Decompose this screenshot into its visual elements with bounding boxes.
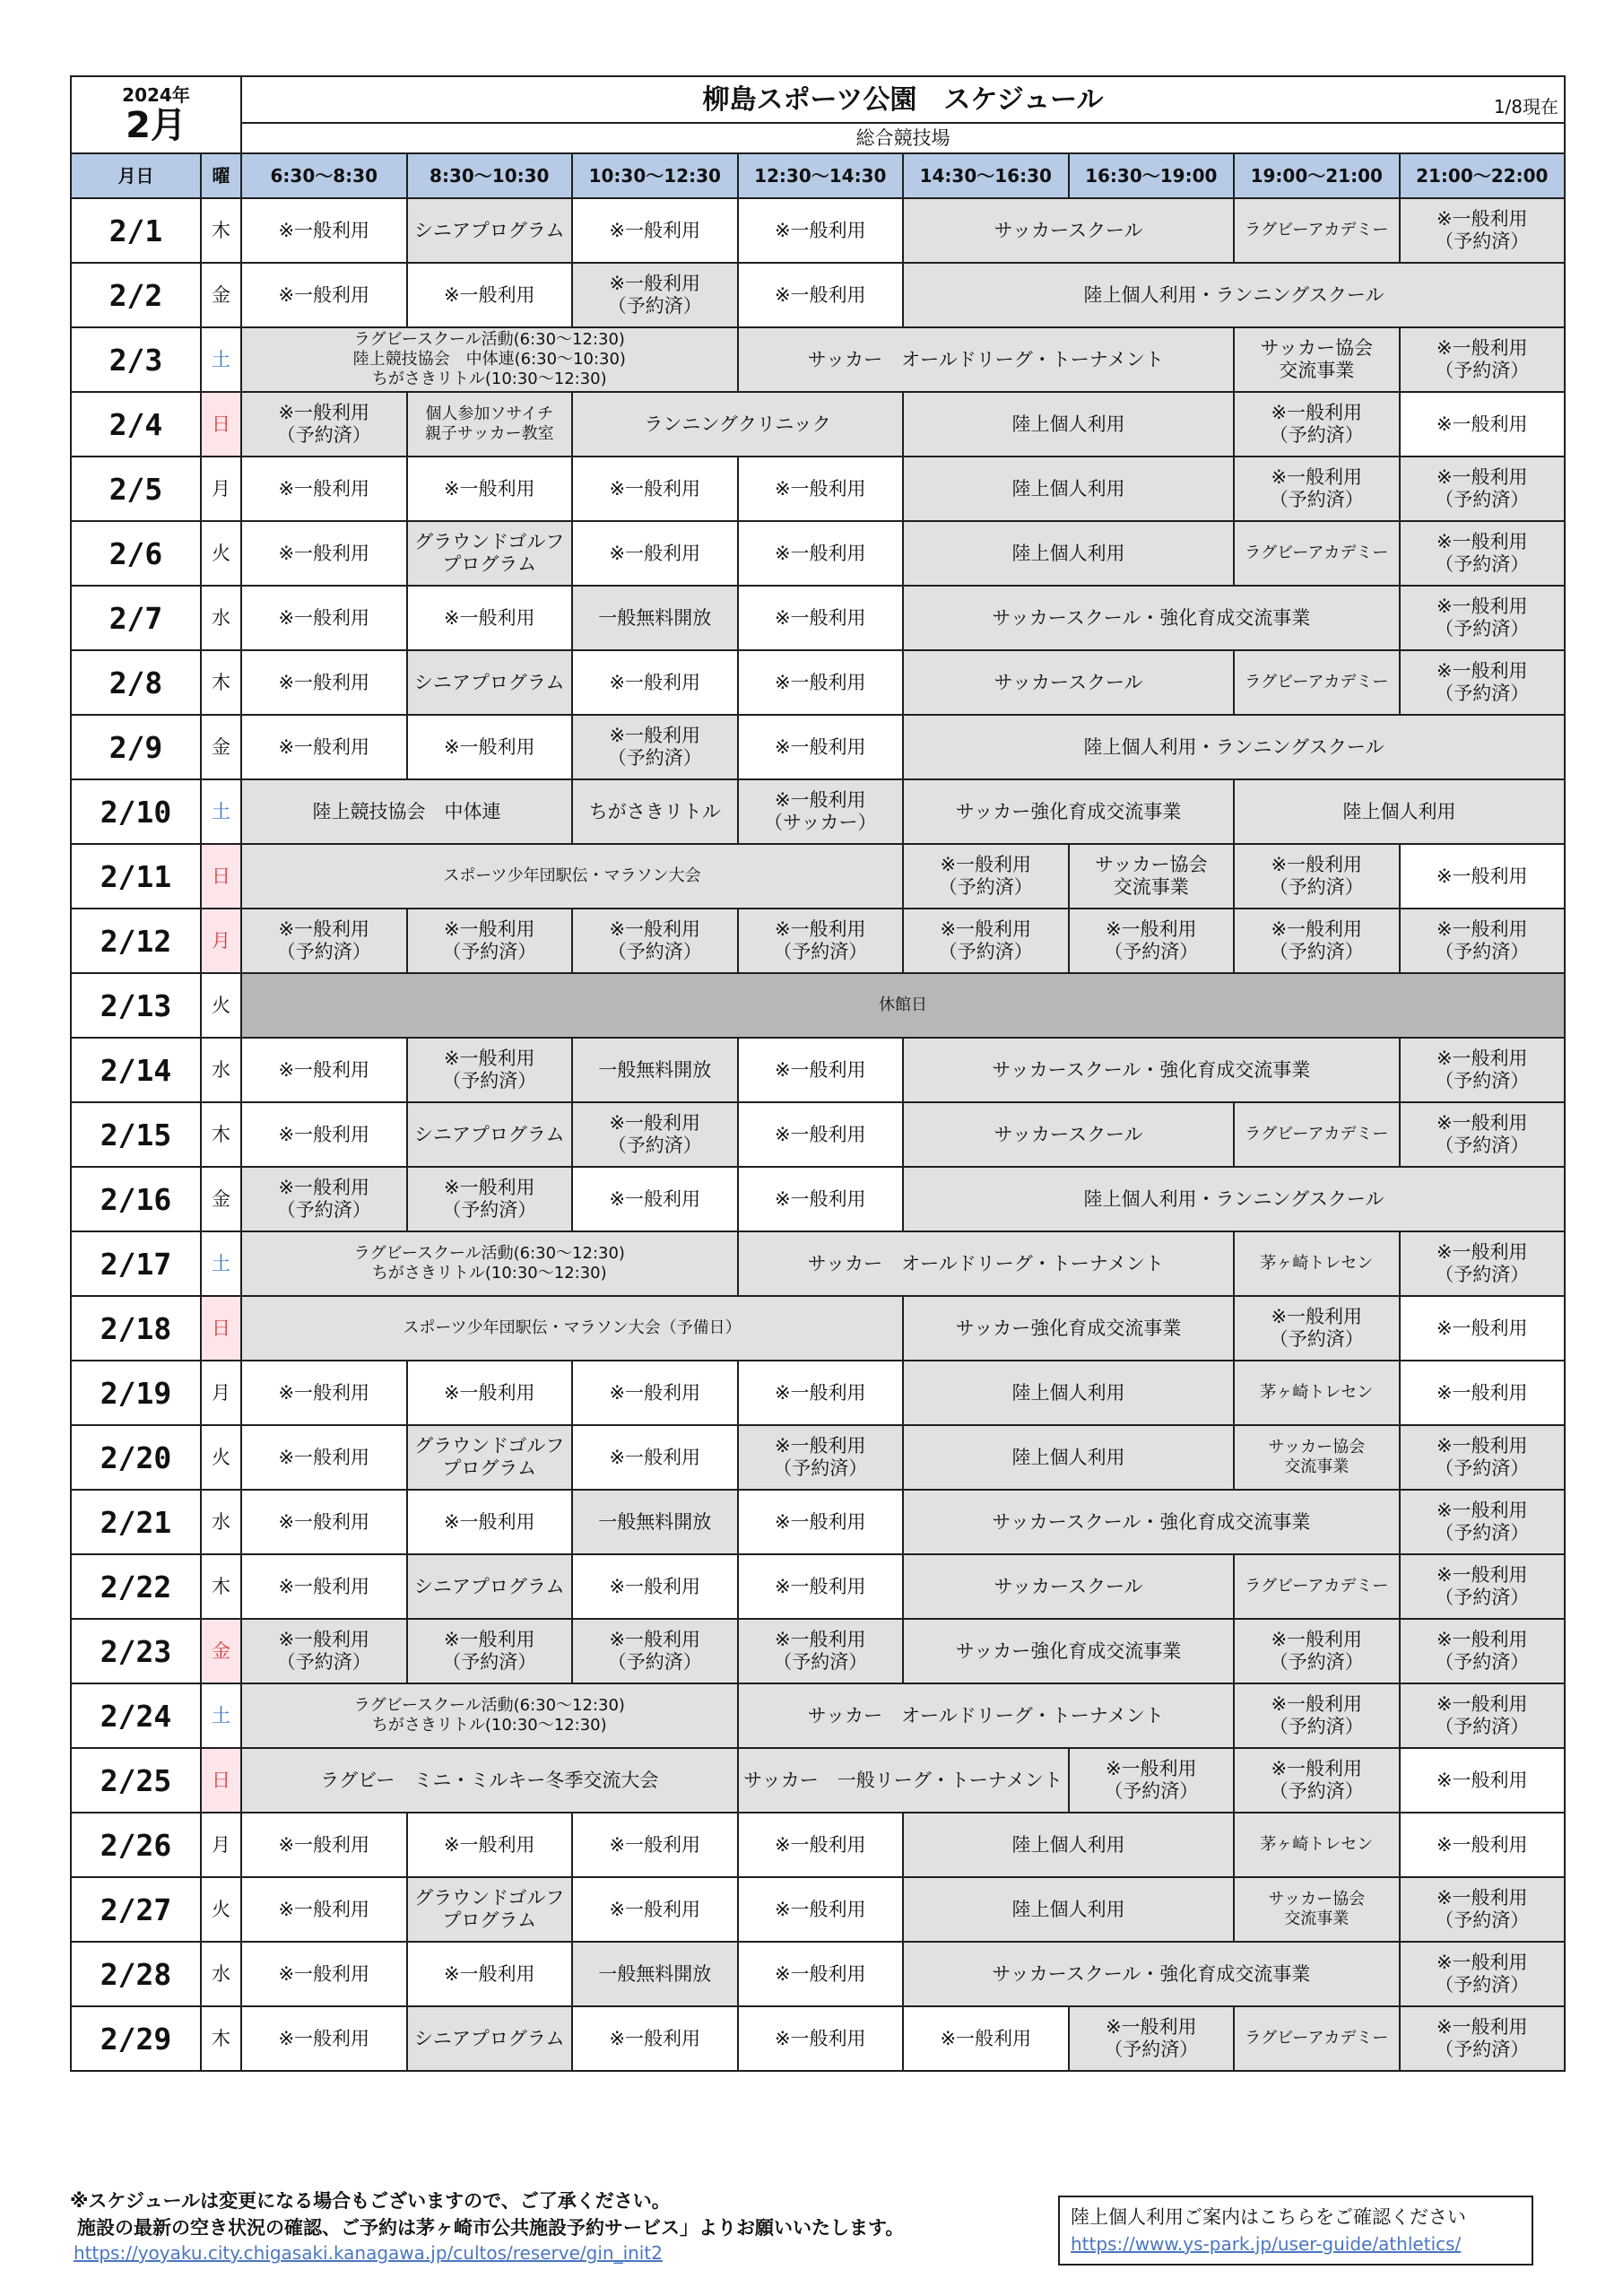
date-cell: 2/4 — [71, 392, 201, 457]
time-slot-header: 19:00～21:00 — [1234, 153, 1400, 198]
schedule-cell: ※一般利用 （予約済） — [1400, 1425, 1566, 1490]
schedule-cell: ※一般利用 — [241, 650, 407, 715]
schedule-cell: ※一般利用 （予約済） — [572, 1102, 738, 1167]
schedule-cell: ※一般利用 （予約済） — [407, 1619, 573, 1683]
time-slot-header: 16:30～19:00 — [1069, 153, 1235, 198]
schedule-row — [71, 1877, 1565, 1942]
schedule-cell: ※一般利用 — [407, 1361, 573, 1425]
athletics-info-box — [1058, 2196, 1533, 2266]
title-cell — [241, 76, 1565, 123]
schedule-cell: ※一般利用 — [738, 263, 904, 327]
time-slot-header: 14:30～16:30 — [903, 153, 1069, 198]
schedule-cell: サッカー オールドリーグ・トーナメント — [738, 327, 1235, 392]
date-cell: 2/9 — [71, 715, 201, 779]
page-title: 柳島スポーツ公園 スケジュール — [702, 83, 1104, 116]
time-slot-header: 6:30～8:30 — [241, 153, 407, 198]
schedule-cell: 陸上個人利用・ランニングスクール — [903, 715, 1565, 779]
schedule-cell: ※一般利用 — [572, 198, 738, 263]
schedule-cell: サッカー協会 交流事業 — [1234, 327, 1400, 392]
weekday-cell: 木 — [201, 1554, 241, 1619]
athletics-info-title: 陸上個人利用ご案内はこちらをご確認ください — [1071, 2206, 1466, 2228]
schedule-cell: ※一般利用 — [241, 198, 407, 263]
schedule-cell: ※一般利用 — [572, 650, 738, 715]
schedule-cell: ※一般利用 — [1400, 1361, 1566, 1425]
as-of-date: 1/8現在 — [1493, 96, 1559, 117]
schedule-cell: ※一般利用 （予約済） — [1400, 586, 1566, 650]
schedule-cell: ※一般利用 （予約済） — [1400, 1619, 1566, 1683]
schedule-row — [71, 1425, 1565, 1490]
schedule-cell: 茅ヶ崎トレセン — [1234, 1361, 1400, 1425]
schedule-cell: ※一般利用 — [572, 1361, 738, 1425]
schedule-row — [71, 909, 1565, 973]
schedule-cell: ※一般利用 — [738, 2006, 904, 2071]
schedule-cell: 陸上個人利用 — [903, 1361, 1234, 1425]
weekday-cell: 日 — [201, 1748, 241, 1813]
date-column-header: 月日 — [71, 153, 201, 198]
schedule-row — [71, 1296, 1565, 1361]
schedule-cell: 陸上個人利用 — [903, 1877, 1234, 1942]
date-cell: 2/22 — [71, 1554, 201, 1619]
schedule-cell: ※一般利用 — [572, 1425, 738, 1490]
schedule-cell: グラウンドゴルフ プログラム — [407, 1877, 573, 1942]
schedule-cell: 一般無料開放 — [572, 1038, 738, 1102]
schedule-cell: ※一般利用 （予約済） — [1234, 1748, 1400, 1813]
schedule-cell: ※一般利用 （予約済） — [1400, 521, 1566, 586]
date-cell: 2/1 — [71, 198, 201, 263]
schedule-row — [71, 1554, 1565, 1619]
schedule-cell: サッカースクール・強化育成交流事業 — [903, 1490, 1400, 1554]
schedule-cell: サッカー協会 交流事業 — [1234, 1425, 1400, 1490]
weekday-cell: 月 — [201, 1813, 241, 1877]
date-cell: 2/20 — [71, 1425, 201, 1490]
schedule-cell: ※一般利用 — [572, 1167, 738, 1231]
weekday-cell: 月 — [201, 457, 241, 521]
schedule-cell: ※一般利用 — [738, 1490, 904, 1554]
schedule-cell: ※一般利用 （予約済） — [241, 1167, 407, 1231]
schedule-cell: サッカー協会 交流事業 — [1234, 1877, 1400, 1942]
schedule-cell: ※一般利用 （予約済） — [1234, 1619, 1400, 1683]
schedule-cell: ※一般利用 — [572, 1877, 738, 1942]
schedule-cell: ※一般利用 — [241, 1425, 407, 1490]
schedule-cell: スポーツ少年団駅伝・マラソン大会（予備日） — [241, 1296, 903, 1361]
weekday-cell: 水 — [201, 586, 241, 650]
schedule-cell: ※一般利用 — [738, 1102, 904, 1167]
schedule-cell: ※一般利用 （予約済） — [1400, 1231, 1566, 1296]
weekday-cell: 水 — [201, 1038, 241, 1102]
athletics-info-link[interactable]: https://www.ys-park.jp/user-guide/athletics/ — [1071, 2233, 1462, 2255]
schedule-sheet — [70, 75, 1564, 2072]
schedule-cell: ※一般利用 （予約済） — [1400, 1490, 1566, 1554]
schedule-cell: 陸上個人利用・ランニングスクール — [903, 263, 1565, 327]
date-cell: 2/2 — [71, 263, 201, 327]
weekday-cell: 日 — [201, 392, 241, 457]
schedule-cell: 陸上個人利用・ランニングスクール — [903, 1167, 1565, 1231]
schedule-cell: ラグビースクール活動(6:30～12:30) ちがさきリトル(10:30～12:30) — [241, 1231, 738, 1296]
schedule-cell: ※一般利用 （予約済） — [1400, 1102, 1566, 1167]
schedule-cell: ※一般利用 — [407, 586, 573, 650]
schedule-cell: ※一般利用 — [1400, 1748, 1566, 1813]
title-row — [71, 76, 1565, 123]
schedule-cell: ※一般利用 — [738, 715, 904, 779]
schedule-row — [71, 1942, 1565, 2006]
schedule-cell: ※一般利用 — [407, 1942, 573, 2006]
schedule-row — [71, 779, 1565, 844]
schedule-row — [71, 1361, 1565, 1425]
schedule-cell: グラウンドゴルフ プログラム — [407, 521, 573, 586]
schedule-cell: ※一般利用 （予約済） — [1234, 1296, 1400, 1361]
date-cell: 2/18 — [71, 1296, 201, 1361]
schedule-cell: ※一般利用 — [241, 586, 407, 650]
date-cell: 2/8 — [71, 650, 201, 715]
schedule-cell: ※一般利用 （予約済） — [1400, 327, 1566, 392]
schedule-cell: ラグビーアカデミー — [1234, 650, 1400, 715]
schedule-table — [70, 75, 1566, 2072]
schedule-cell: ※一般利用 （予約済） — [738, 1425, 904, 1490]
date-cell: 2/19 — [71, 1361, 201, 1425]
schedule-cell: ※一般利用 — [241, 1554, 407, 1619]
schedule-cell: ※一般利用 — [738, 586, 904, 650]
schedule-cell: ※一般利用 （予約済） — [572, 909, 738, 973]
schedule-cell: ※一般利用 （予約済） — [1400, 1683, 1566, 1748]
schedule-row — [71, 2006, 1565, 2071]
schedule-cell: 一般無料開放 — [572, 1942, 738, 2006]
schedule-cell: ※一般利用 （予約済） — [903, 909, 1069, 973]
schedule-cell: ※一般利用 — [241, 1038, 407, 1102]
schedule-row — [71, 1619, 1565, 1683]
schedule-cell: ラグビーアカデミー — [1234, 2006, 1400, 2071]
schedule-cell: サッカー強化育成交流事業 — [903, 779, 1234, 844]
weekday-cell: 日 — [201, 844, 241, 909]
schedule-row — [71, 586, 1565, 650]
date-cell: 2/12 — [71, 909, 201, 973]
schedule-cell: ランニングクリニック — [572, 392, 903, 457]
weekday-cell: 火 — [201, 1877, 241, 1942]
schedule-row — [71, 1038, 1565, 1102]
schedule-cell: ※一般利用 （予約済） — [1400, 1554, 1566, 1619]
schedule-cell: ラグビーアカデミー — [1234, 198, 1400, 263]
weekday-cell: 土 — [201, 779, 241, 844]
schedule-cell: ※一般利用 — [241, 1942, 407, 2006]
weekday-cell: 金 — [201, 263, 241, 327]
schedule-cell: シニアプログラム — [407, 2006, 573, 2071]
schedule-cell: ラグビー ミニ・ミルキー冬季交流大会 — [241, 1748, 738, 1813]
date-cell: 2/6 — [71, 521, 201, 586]
time-slot-header: 12:30～14:30 — [738, 153, 904, 198]
schedule-cell: サッカースクール・強化育成交流事業 — [903, 1038, 1400, 1102]
schedule-cell: ※一般利用 — [407, 263, 573, 327]
schedule-cell: ※一般利用 （予約済） — [572, 263, 738, 327]
schedule-cell: ※一般利用 （予約済） — [1400, 909, 1566, 973]
schedule-cell: サッカー オールドリーグ・トーナメント — [738, 1231, 1235, 1296]
weekday-cell: 木 — [201, 2006, 241, 2071]
weekday-cell: 土 — [201, 1231, 241, 1296]
schedule-cell: サッカースクール — [903, 198, 1234, 263]
weekday-cell: 火 — [201, 1425, 241, 1490]
schedule-cell: ※一般利用 （予約済） — [1400, 1038, 1566, 1102]
schedule-cell: サッカースクール・強化育成交流事業 — [903, 586, 1400, 650]
schedule-cell: ラグビースクール活動(6:30～12:30) 陸上競技協会 中体連(6:30～10:30) ちがさきリトル(10:30～12:30) — [241, 327, 738, 392]
schedule-cell: 陸上個人利用 — [1234, 779, 1565, 844]
schedule-cell: サッカースクール・強化育成交流事業 — [903, 1942, 1400, 2006]
schedule-row — [71, 1490, 1565, 1554]
month-label: 2月 — [126, 105, 187, 146]
time-slot-header: 10:30～12:30 — [572, 153, 738, 198]
schedule-row — [71, 198, 1565, 263]
schedule-cell: ※一般利用 — [572, 2006, 738, 2071]
time-slot-header: 21:00～22:00 — [1400, 153, 1566, 198]
schedule-cell: シニアプログラム — [407, 650, 573, 715]
schedule-cell: ※一般利用 （予約済） — [407, 909, 573, 973]
schedule-cell: サッカー 一般リーグ・トーナメント — [738, 1748, 1069, 1813]
schedule-cell: 一般無料開放 — [572, 1490, 738, 1554]
schedule-cell: ※一般利用 — [241, 1102, 407, 1167]
schedule-cell: ※一般利用 （予約済） — [572, 715, 738, 779]
date-cell: 2/15 — [71, 1102, 201, 1167]
schedule-cell: ラグビーアカデミー — [1234, 1554, 1400, 1619]
schedule-cell: ※一般利用 （予約済） — [1400, 457, 1566, 521]
schedule-cell: ※一般利用 （予約済） — [1234, 392, 1400, 457]
weekday-cell: 月 — [201, 909, 241, 973]
schedule-cell: ※一般利用 （予約済） — [1234, 844, 1400, 909]
schedule-cell: ※一般利用 （予約済） — [407, 1167, 573, 1231]
schedule-cell: ※一般利用 （予約済） — [1069, 2006, 1235, 2071]
venue-label: 総合競技場 — [241, 123, 1565, 153]
schedule-row — [71, 1748, 1565, 1813]
weekday-cell: 月 — [201, 1361, 241, 1425]
schedule-cell: サッカー強化育成交流事業 — [903, 1296, 1234, 1361]
weekday-cell: 木 — [201, 1102, 241, 1167]
schedule-cell: ※一般利用 （サッカー） — [738, 779, 904, 844]
weekday-cell: 日 — [201, 1296, 241, 1361]
schedule-cell: ※一般利用 — [738, 1813, 904, 1877]
date-cell: 2/13 — [71, 973, 201, 1038]
schedule-cell: シニアプログラム — [407, 1102, 573, 1167]
date-cell: 2/23 — [71, 1619, 201, 1683]
schedule-cell: ※一般利用 — [1400, 1296, 1566, 1361]
date-cell: 2/10 — [71, 779, 201, 844]
schedule-row — [71, 327, 1565, 392]
schedule-cell: ※一般利用 （予約済） — [1234, 1683, 1400, 1748]
weekday-cell: 土 — [201, 327, 241, 392]
change-notice: ※スケジュールは変更になる場合もございますので、ご了承ください。 — [70, 2190, 671, 2212]
schedule-cell: ※一般利用 — [738, 1361, 904, 1425]
schedule-cell: ※一般利用 — [241, 2006, 407, 2071]
reservation-notice: 施設の最新の空き状況の確認、ご予約は茅ヶ崎市公共施設予約サービス」よりお願いいたします。 — [77, 2217, 905, 2239]
schedule-cell: ※一般利用 （予約済） — [572, 1619, 738, 1683]
date-cell: 2/29 — [71, 2006, 201, 2071]
schedule-cell: ※一般利用 — [738, 457, 904, 521]
schedule-cell: ※一般利用 — [241, 263, 407, 327]
schedule-cell: ※一般利用 — [1400, 392, 1566, 457]
schedule-row — [71, 1102, 1565, 1167]
schedule-cell: 茅ヶ崎トレセン — [1234, 1231, 1400, 1296]
schedule-cell: 陸上個人利用 — [903, 1425, 1234, 1490]
date-cell: 2/25 — [71, 1748, 201, 1813]
schedule-cell: サッカースクール — [903, 1102, 1234, 1167]
schedule-cell: 陸上個人利用 — [903, 1813, 1234, 1877]
schedule-cell: サッカー協会 交流事業 — [1069, 844, 1235, 909]
reservation-link[interactable]: https://yoyaku.city.chigasaki.kanagawa.jp/cultos/reserve/gin_init2 — [74, 2242, 663, 2264]
schedule-cell: 個人参加ソサイチ 親子サッカー教室 — [407, 392, 573, 457]
schedule-row — [71, 715, 1565, 779]
date-cell: 2/3 — [71, 327, 201, 392]
date-cell: 2/14 — [71, 1038, 201, 1102]
date-cell: 2/21 — [71, 1490, 201, 1554]
date-cell: 2/27 — [71, 1877, 201, 1942]
schedule-cell: ※一般利用 — [572, 1813, 738, 1877]
schedule-cell: ※一般利用 — [903, 2006, 1069, 2071]
schedule-cell: ※一般利用 （予約済） — [241, 1619, 407, 1683]
date-cell: 2/7 — [71, 586, 201, 650]
schedule-cell: ※一般利用 — [407, 457, 573, 521]
schedule-cell: ※一般利用 （予約済） — [1400, 2006, 1566, 2071]
schedule-cell: サッカースクール — [903, 650, 1234, 715]
date-cell: 2/28 — [71, 1942, 201, 2006]
schedule-cell: ※一般利用 （予約済） — [1400, 1942, 1566, 2006]
schedule-row — [71, 973, 1565, 1038]
schedule-row — [71, 1167, 1565, 1231]
column-header-row — [71, 153, 1565, 198]
schedule-cell: ※一般利用 （予約済） — [1234, 909, 1400, 973]
weekday-cell: 金 — [201, 715, 241, 779]
schedule-cell: ※一般利用 — [241, 1490, 407, 1554]
date-cell: 2/5 — [71, 457, 201, 521]
schedule-cell: ※一般利用 — [572, 1554, 738, 1619]
schedule-cell: ※一般利用 — [572, 521, 738, 586]
schedule-cell: ※一般利用 （予約済） — [738, 909, 904, 973]
schedule-row — [71, 650, 1565, 715]
schedule-cell: ※一般利用 （予約済） — [407, 1038, 573, 1102]
schedule-cell: ラグビーアカデミー — [1234, 521, 1400, 586]
year-label: 2024年 — [122, 84, 190, 106]
schedule-cell: ※一般利用 （予約済） — [1234, 457, 1400, 521]
schedule-cell: ※一般利用 — [738, 198, 904, 263]
schedule-cell: サッカー強化育成交流事業 — [903, 1619, 1234, 1683]
weekday-cell: 水 — [201, 1490, 241, 1554]
year-month-box — [71, 76, 241, 153]
schedule-cell: サッカースクール — [903, 1554, 1234, 1619]
schedule-cell: 陸上個人利用 — [903, 521, 1234, 586]
weekday-cell: 木 — [201, 198, 241, 263]
schedule-cell: ※一般利用 — [1400, 844, 1566, 909]
schedule-cell: ※一般利用 — [407, 715, 573, 779]
schedule-cell: ※一般利用 — [572, 457, 738, 521]
schedule-cell: ※一般利用 — [1400, 1813, 1566, 1877]
weekday-cell: 火 — [201, 521, 241, 586]
schedule-cell: ※一般利用 （予約済） — [1400, 650, 1566, 715]
date-cell: 2/24 — [71, 1683, 201, 1748]
schedule-cell: ※一般利用 — [407, 1813, 573, 1877]
schedule-row — [71, 392, 1565, 457]
schedule-row — [71, 457, 1565, 521]
schedule-cell: ちがさきリトル — [572, 779, 738, 844]
weekday-cell: 土 — [201, 1683, 241, 1748]
schedule-cell: ※一般利用 — [407, 1490, 573, 1554]
date-cell: 2/16 — [71, 1167, 201, 1231]
weekday-cell: 金 — [201, 1167, 241, 1231]
schedule-cell: 陸上個人利用 — [903, 457, 1234, 521]
schedule-cell: 茅ヶ崎トレセン — [1234, 1813, 1400, 1877]
schedule-row — [71, 1683, 1565, 1748]
weekday-cell: 火 — [201, 973, 241, 1038]
schedule-cell: ※一般利用 — [241, 457, 407, 521]
schedule-cell: ※一般利用 （予約済） — [241, 392, 407, 457]
schedule-cell: スポーツ少年団駅伝・マラソン大会 — [241, 844, 903, 909]
schedule-cell: ※一般利用 — [241, 521, 407, 586]
schedule-cell: ※一般利用 （予約済） — [903, 844, 1069, 909]
schedule-cell: サッカー オールドリーグ・トーナメント — [738, 1683, 1235, 1748]
schedule-cell: ※一般利用 — [738, 1942, 904, 2006]
time-slot-header: 8:30～10:30 — [407, 153, 573, 198]
schedule-cell: ※一般利用 （予約済） — [241, 909, 407, 973]
schedule-cell: シニアプログラム — [407, 198, 573, 263]
schedule-cell: ※一般利用 — [738, 521, 904, 586]
schedule-row — [71, 263, 1565, 327]
schedule-cell: ※一般利用 — [241, 715, 407, 779]
schedule-row — [71, 1231, 1565, 1296]
schedule-cell: ※一般利用 （予約済） — [738, 1619, 904, 1683]
schedule-row — [71, 521, 1565, 586]
schedule-cell: シニアプログラム — [407, 1554, 573, 1619]
schedule-cell: 陸上競技協会 中体連 — [241, 779, 572, 844]
schedule-cell: ※一般利用 （予約済） — [1069, 909, 1235, 973]
schedule-cell: ラグビーアカデミー — [1234, 1102, 1400, 1167]
schedule-cell: ※一般利用 — [241, 1877, 407, 1942]
schedule-row — [71, 844, 1565, 909]
schedule-row — [71, 1813, 1565, 1877]
schedule-cell: ※一般利用 — [241, 1361, 407, 1425]
schedule-cell: ※一般利用 — [738, 1554, 904, 1619]
weekday-cell: 水 — [201, 1942, 241, 2006]
weekday-cell: 木 — [201, 650, 241, 715]
date-cell: 2/17 — [71, 1231, 201, 1296]
schedule-cell: ※一般利用 — [738, 1167, 904, 1231]
schedule-cell: 休館日 — [241, 973, 1565, 1038]
dow-column-header: 曜 — [201, 153, 241, 198]
schedule-cell: ※一般利用 — [241, 1813, 407, 1877]
schedule-cell: ※一般利用 — [738, 1038, 904, 1102]
schedule-cell: ※一般利用 （予約済） — [1400, 1877, 1566, 1942]
schedule-cell: ※一般利用 — [738, 1877, 904, 1942]
schedule-cell: 一般無料開放 — [572, 586, 738, 650]
schedule-cell: ※一般利用 （予約済） — [1400, 198, 1566, 263]
schedule-cell: グラウンドゴルフ プログラム — [407, 1425, 573, 1490]
schedule-cell: ラグビースクール活動(6:30～12:30) ちがさきリトル(10:30～12:30) — [241, 1683, 738, 1748]
schedule-cell: ※一般利用 （予約済） — [1069, 1748, 1235, 1813]
date-cell: 2/26 — [71, 1813, 201, 1877]
date-cell: 2/11 — [71, 844, 201, 909]
schedule-cell: ※一般利用 — [738, 650, 904, 715]
schedule-cell: 陸上個人利用 — [903, 392, 1234, 457]
weekday-cell: 金 — [201, 1619, 241, 1683]
venue-row — [71, 123, 1565, 153]
